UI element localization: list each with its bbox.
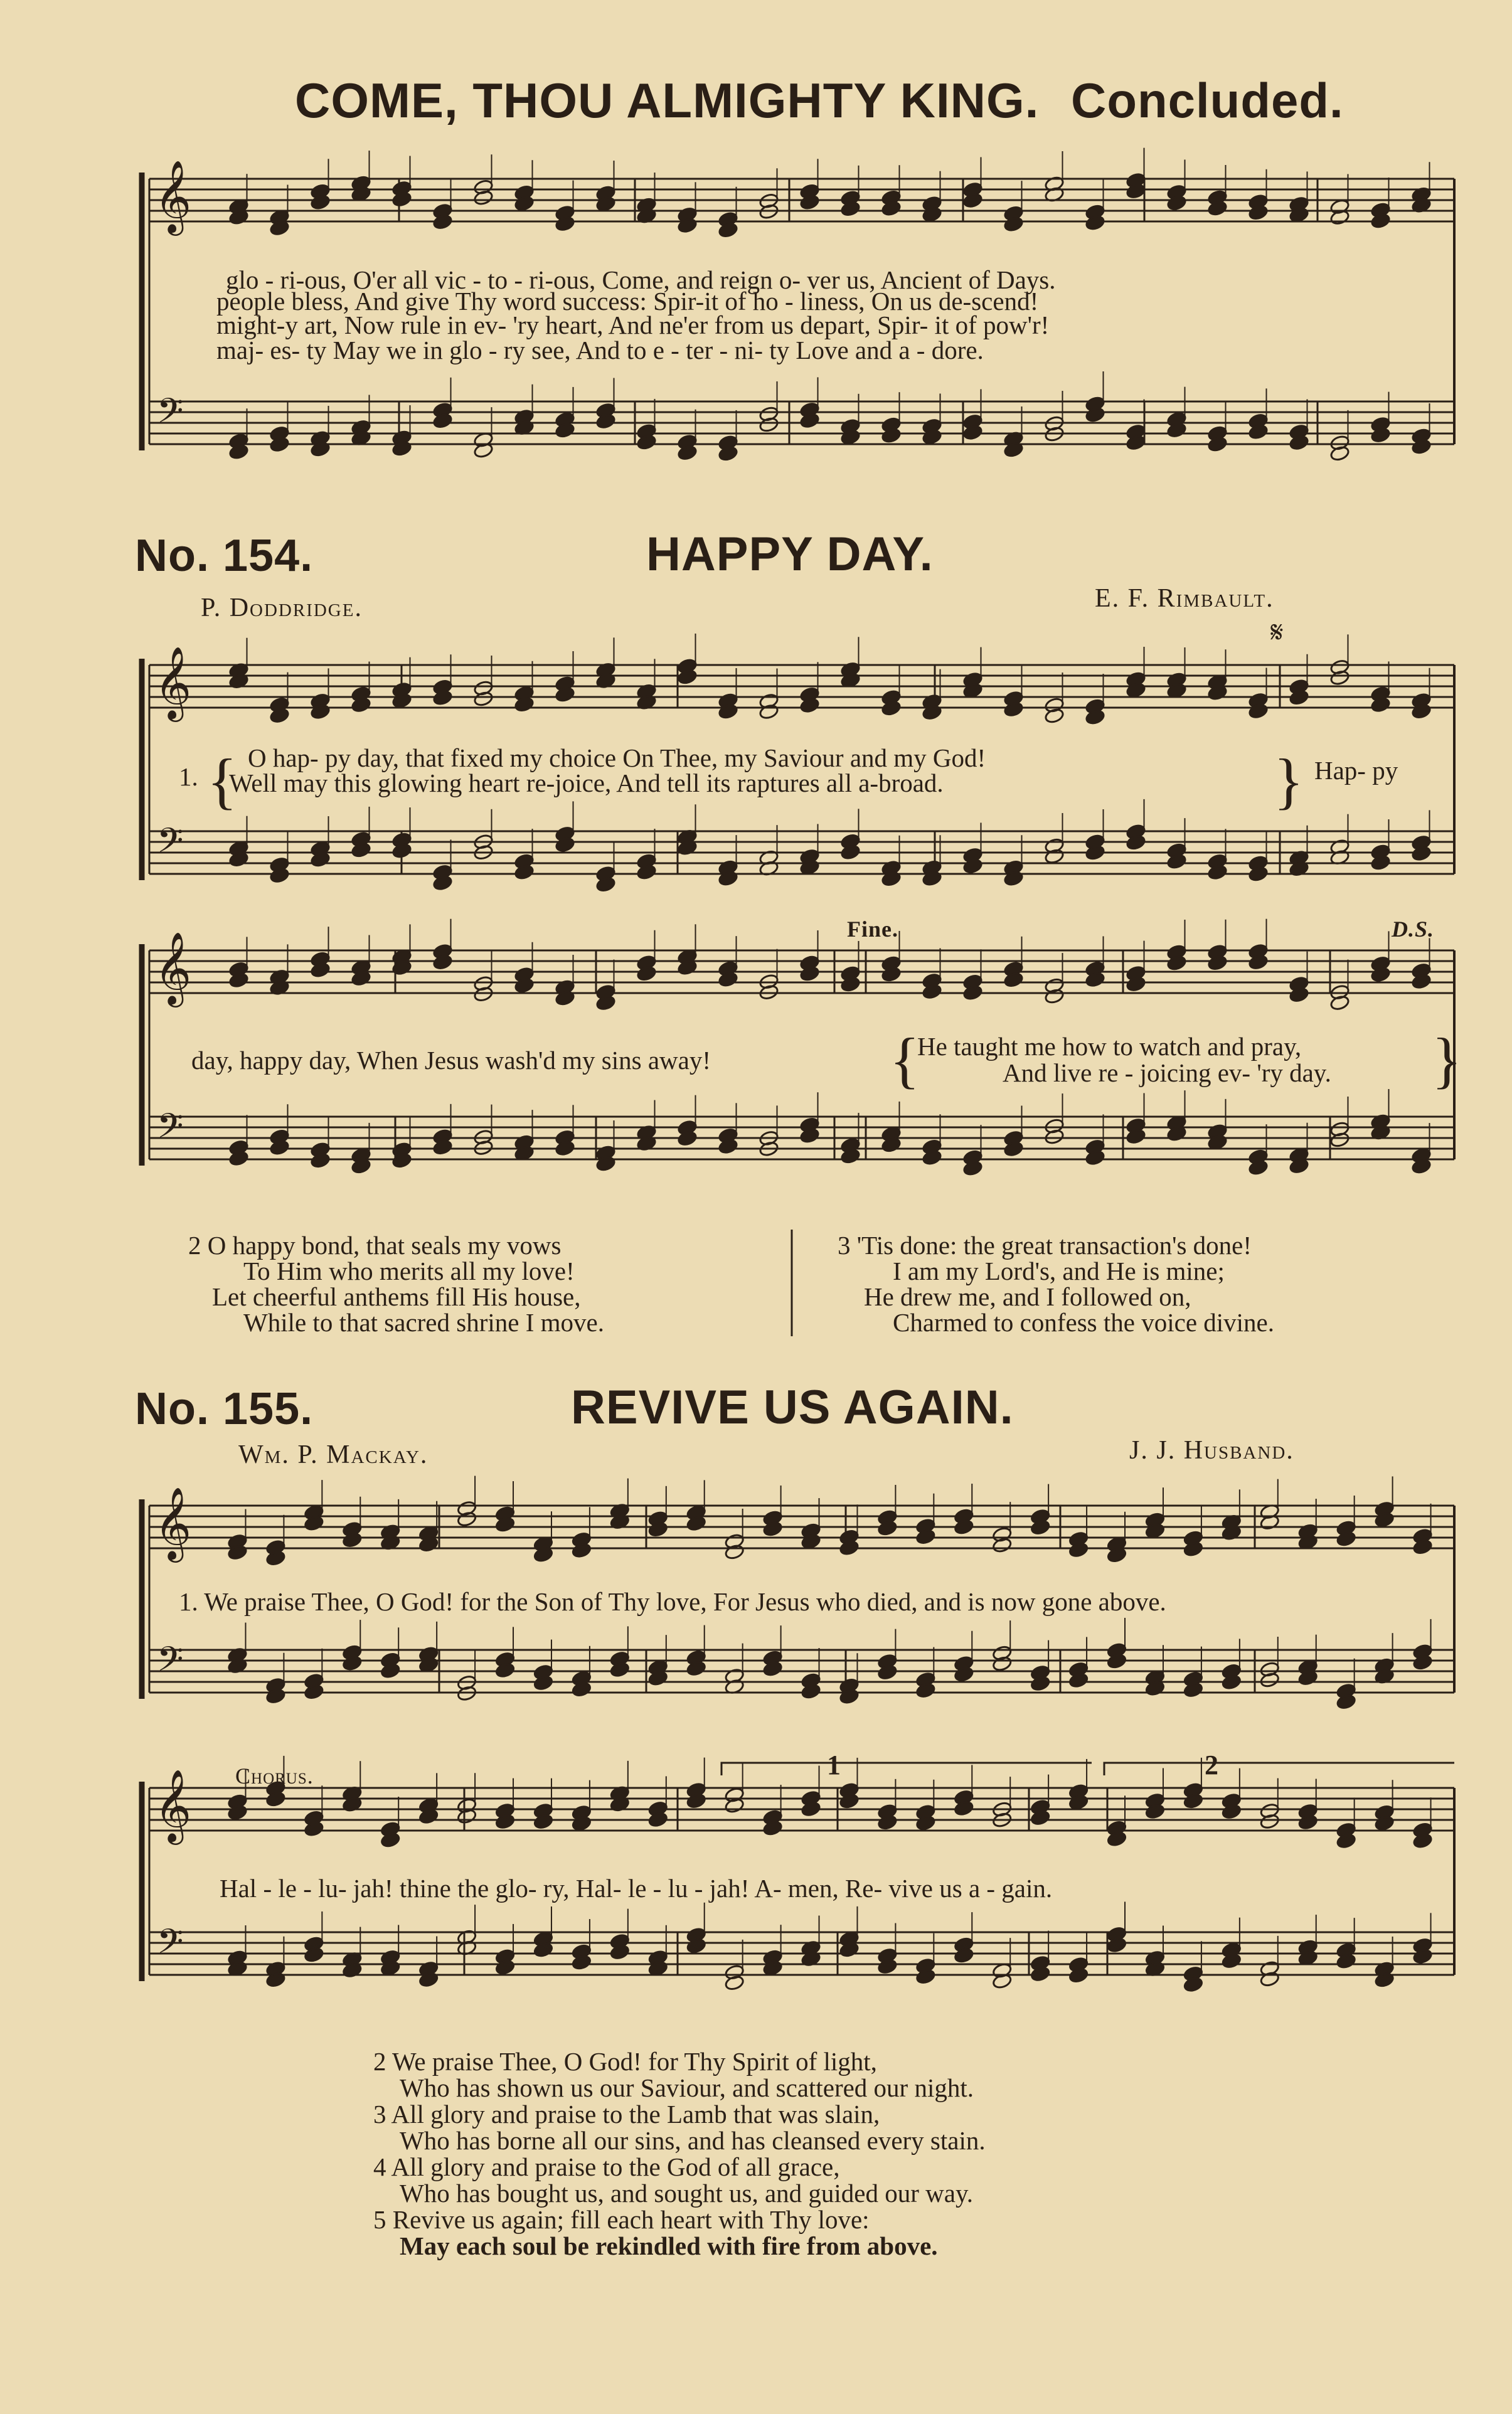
page-title — [295, 72, 1344, 129]
verse3-line-1: 3 'Tis done: the great transaction's done! — [838, 1231, 1252, 1260]
hymn153-bass-clef: 𝄢 — [157, 391, 184, 439]
verse3-line-4: Charmed to confess the voice divine. — [893, 1308, 1274, 1337]
hymn153-lyric-4: maj- es- ty May we in glo - ry see, And to e - ter - ni- ty Love and a - dore. — [216, 336, 984, 364]
refrain-brace-left: { — [890, 1025, 920, 1095]
verse2-line-3: Let cheerful anthems fill His house, — [212, 1282, 581, 1311]
ending-2-label: 2 — [1205, 1750, 1219, 1780]
hymn155-a-treble-clef: 𝄞 — [154, 1486, 192, 1560]
hymn155-author: Wm. P. Mackay. — [238, 1440, 429, 1469]
hymn155-verse-4-line-2: Who has bought us, and sought us, and guided our way. — [400, 2179, 974, 2208]
ds-marking: D.S. — [1392, 917, 1435, 942]
hymn154-refrain-start: Hap- py — [1314, 756, 1398, 785]
verse2-line-4: While to that sacred shrine I move. — [243, 1308, 604, 1337]
hymn153-lyric-1: glo - ri-ous, O'er all vic - to - ri-ous, Come, and reign o- ver us, Ancient of Days. — [226, 265, 1056, 294]
hymn155-verse-5-line-2: May each soul be rekindled with fire from above. — [400, 2231, 938, 2260]
segno-sign: 𝄋 — [1270, 615, 1284, 650]
hymn155-number: No. 155. — [135, 1384, 314, 1434]
hymn155-line-1: 1. We praise Thee, O God! for the Son of Thy love, For Jesus who died, and is now gone above. — [179, 1587, 1166, 1616]
hymn155-verse-5-line-1: 5 Revive us again; fill each heart with Thy love: — [373, 2205, 870, 2234]
page-title-suffix: Concluded. — [1071, 73, 1344, 128]
hymn155-b-bass-clef: 𝄢 — [157, 1922, 184, 1970]
hymn154-verse-3 — [838, 1233, 1274, 1336]
hymn154-verse-2 — [188, 1233, 604, 1336]
hymn155-verse-2-line-1: 2 We praise Thee, O God! for Thy Spirit of light, — [373, 2047, 877, 2076]
hymn154-refrain-line-1: He taught me how to watch and pray, — [917, 1032, 1302, 1061]
hymn154-a-treble-clef: 𝄞 — [154, 646, 192, 719]
verse2-line-2: To Him who merits all my love! — [243, 1257, 575, 1285]
hymn154-number: No. 154. — [135, 531, 314, 581]
ending-2-bracket — [1104, 1763, 1454, 1775]
hymn155-verse-2-line-2: Who has shown us our Saviour, and scattered our night. — [400, 2073, 974, 2102]
chorus-label: Chorus. — [235, 1763, 314, 1789]
verse3-line-2: I am my Lord's, and He is mine; — [893, 1257, 1225, 1285]
ending-1-label: 1 — [827, 1750, 841, 1780]
brace-left: { — [207, 746, 237, 816]
hymn153-lyric-3: might-y art, Now rule in ev- 'ry heart, And ne'er from us depart, Spir- it of pow'r! — [216, 311, 1050, 339]
hymn155-a-bass-clef: 𝄢 — [157, 1639, 184, 1688]
hymn154-line-1: O hap- py day, that fixed my choice On Thee, my Saviour and my God! — [248, 743, 986, 772]
hymn154-title: HAPPY DAY. — [646, 528, 934, 581]
hymn153-lyric-2: people bless, And give Thy word success: Spir-it of ho - liness, On us de-scend! — [216, 287, 1039, 316]
hymn154-composer: E. F. Rimbault. — [1095, 584, 1274, 613]
brace-right: } — [1274, 746, 1304, 816]
hymn155-verse-4-line-1: 4 All glory and praise to the God of all grace, — [373, 2152, 840, 2181]
hymn154-line-2: Well may this glowing heart re-joice, And tell its raptures all a-broad. — [229, 768, 944, 797]
hymn154-a-bass-clef: 𝄢 — [157, 821, 184, 869]
verse2-line-1: 2 O happy bond, that seals my vows — [188, 1231, 562, 1260]
hymn155-verses — [373, 2048, 986, 2259]
hymn154-refrain-line-2: And live re - joicing ev- 'ry day. — [1003, 1058, 1331, 1087]
fine-marking: Fine. — [847, 917, 898, 942]
ending-1-bracket — [721, 1763, 1092, 1775]
hymn154-b-treble-clef: 𝄞 — [154, 931, 192, 1004]
refrain-brace-right: } — [1432, 1025, 1462, 1095]
hymn155-chorus: Hal - le - lu- jah! thine the glo- ry, Hal- le - lu - jah! A- men, Re- vive us a - gain. — [220, 1874, 1053, 1903]
page-title-main: COME, THOU ALMIGHTY KING. — [295, 73, 1040, 128]
hymn154-stanza-number: 1. — [179, 762, 198, 791]
hymn154-b-bass-clef: 𝄢 — [157, 1106, 184, 1154]
hymn155-verse-3-line-1: 3 All glory and praise to the Lamb that was slain, — [373, 2100, 880, 2129]
hymn155-title: REVIVE US AGAIN. — [571, 1381, 1014, 1434]
hymn153-treble-clef: 𝄞 — [154, 159, 192, 233]
hymn155-b-treble-clef: 𝄞 — [154, 1768, 192, 1842]
hymn155-composer: J. J. Husband. — [1129, 1436, 1294, 1465]
hymn154-author: P. Doddridge. — [201, 593, 363, 622]
hymn154-refrain: day, happy day, When Jesus wash'd my sins away! — [191, 1046, 711, 1075]
verse3-line-3: He drew me, and I followed on, — [864, 1282, 1191, 1311]
hymn155-verse-3-line-2: Who has borne all our sins, and has cleansed every stain. — [400, 2126, 986, 2155]
